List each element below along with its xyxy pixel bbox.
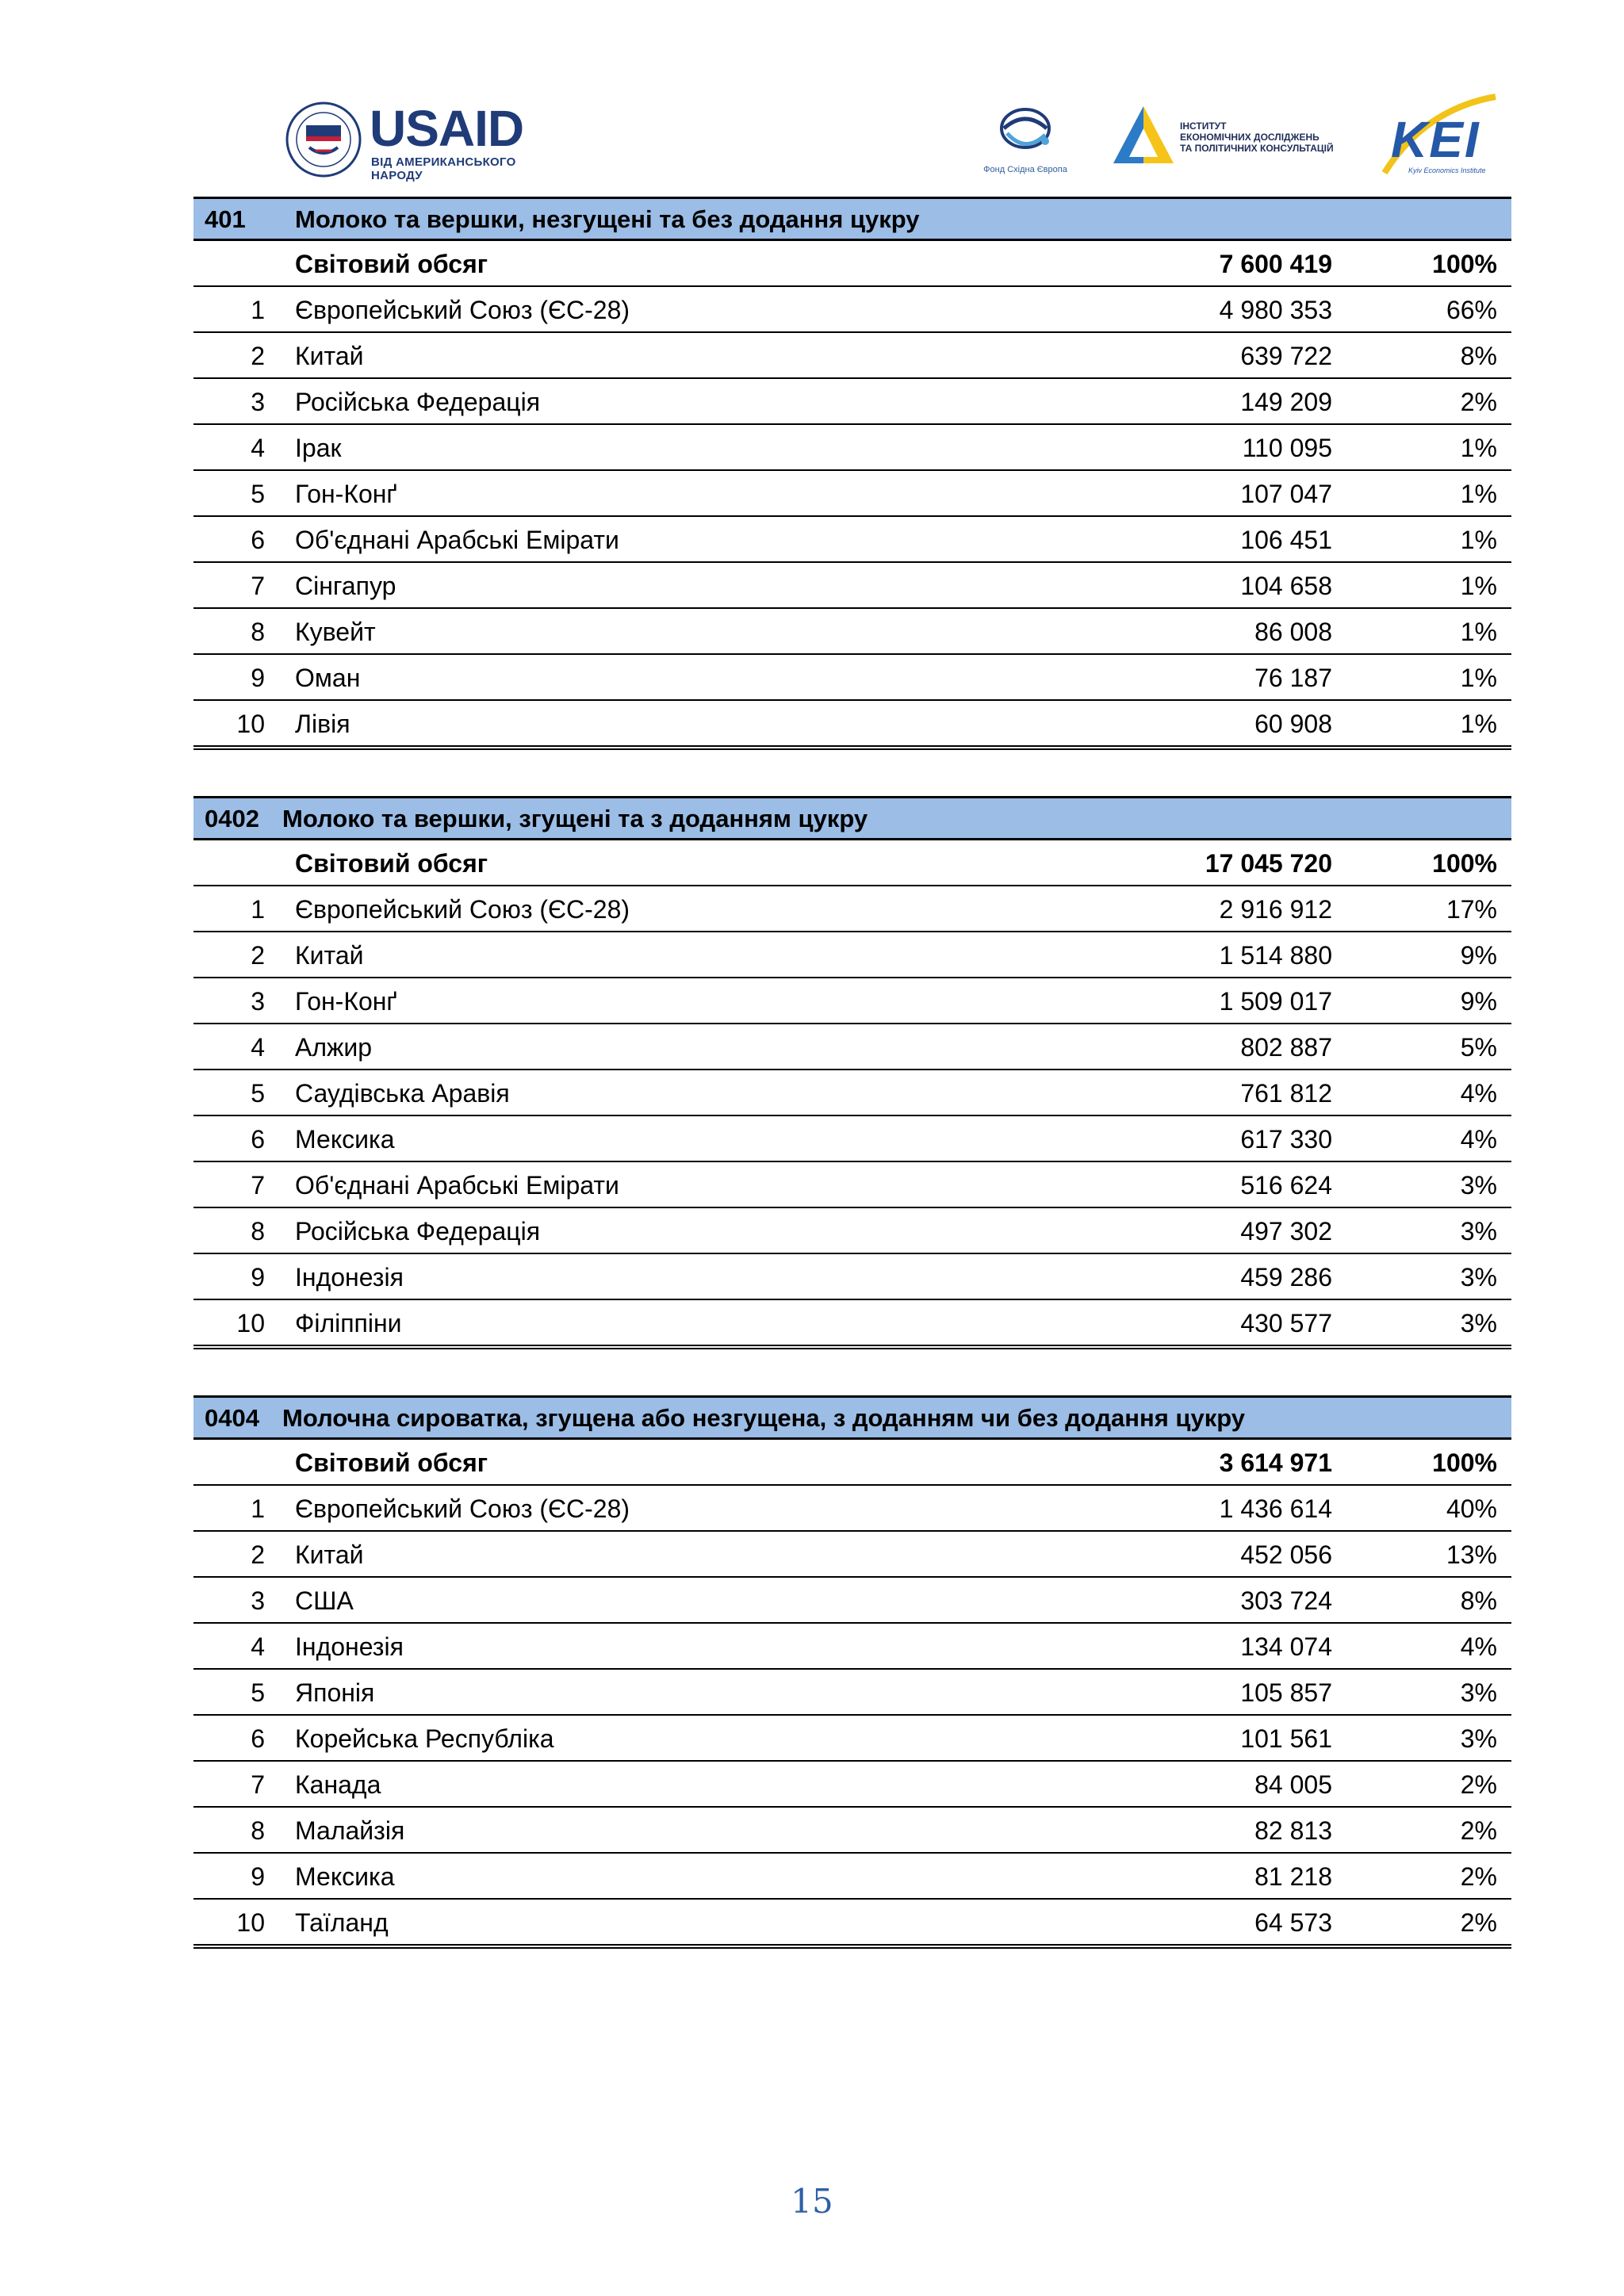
total-row	[193, 840, 1511, 886]
row-rank: 2	[251, 1540, 265, 1569]
row-country: Ірак	[295, 434, 342, 462]
total-row	[193, 241, 1511, 287]
table-row	[193, 1254, 1511, 1300]
row-share: 5%	[1460, 1033, 1497, 1062]
row-country: Малайзія	[295, 1816, 405, 1845]
row-rank: 5	[251, 480, 265, 508]
usaid-seal-icon	[285, 101, 362, 178]
table-row	[193, 471, 1511, 517]
row-value: 802 887	[1240, 1033, 1332, 1062]
ier-line-2: ЕКОНОМІЧНИХ ДОСЛІДЖЕНЬ	[1180, 132, 1320, 143]
table-row	[193, 287, 1511, 333]
row-value: 459 286	[1240, 1263, 1332, 1292]
total-value: 17 045 720	[1205, 849, 1332, 878]
row-country: Мексика	[295, 1862, 395, 1891]
table-row	[193, 1578, 1511, 1624]
table-header	[193, 1395, 1511, 1440]
row-value: 84 005	[1254, 1770, 1332, 1799]
table-row	[193, 1300, 1511, 1349]
row-value: 110 095	[1242, 434, 1332, 462]
row-rank: 10	[236, 1309, 265, 1337]
kei-logo	[1377, 94, 1519, 181]
row-value: 106 451	[1240, 526, 1332, 554]
table-row	[193, 1162, 1511, 1208]
row-country: Таїланд	[295, 1908, 389, 1937]
row-country: Лівія	[295, 710, 350, 738]
row-share: 2%	[1460, 1908, 1497, 1937]
row-share: 2%	[1460, 388, 1497, 416]
row-share: 2%	[1460, 1770, 1497, 1799]
total-share: 100%	[1432, 849, 1497, 878]
table-title: Молоко та вершки, незгущені та без додання цукру	[295, 205, 920, 233]
row-value: 105 857	[1240, 1678, 1332, 1707]
row-rank: 5	[251, 1678, 265, 1707]
ier-line-3: ТА ПОЛІТИЧНИХ КОНСУЛЬТАЦІЙ	[1180, 143, 1334, 154]
page-number: 15	[791, 2182, 833, 2221]
row-value: 101 561	[1240, 1724, 1332, 1753]
row-value: 617 330	[1240, 1125, 1332, 1154]
row-country: Європейський Союз (ЄС-28)	[295, 296, 630, 324]
row-share: 4%	[1460, 1125, 1497, 1154]
row-value: 4 980 353	[1219, 296, 1332, 324]
row-value: 82 813	[1254, 1816, 1332, 1845]
row-rank: 9	[251, 1263, 265, 1292]
row-share: 1%	[1460, 480, 1497, 508]
row-share: 1%	[1460, 664, 1497, 692]
row-share: 4%	[1460, 1079, 1497, 1108]
row-country: Російська Федерація	[295, 1217, 541, 1246]
table-row	[193, 609, 1511, 655]
row-country: Об'єднані Арабські Емірати	[295, 526, 619, 554]
row-value: 303 724	[1240, 1586, 1332, 1615]
row-rank: 7	[251, 1171, 265, 1200]
row-rank: 6	[251, 1125, 265, 1154]
row-country: Китай	[295, 342, 364, 370]
table-row	[193, 1208, 1511, 1254]
row-value: 452 056	[1240, 1540, 1332, 1569]
row-rank: 8	[251, 1217, 265, 1246]
row-rank: 6	[251, 1724, 265, 1753]
table-row	[193, 1808, 1511, 1854]
table-row	[193, 1024, 1511, 1070]
row-country: Гон-Конґ	[295, 987, 397, 1016]
row-value: 104 658	[1240, 572, 1332, 600]
row-country: Індонезія	[295, 1263, 404, 1292]
row-value: 639 722	[1240, 342, 1332, 370]
table-row	[193, 563, 1511, 609]
table-row	[193, 1624, 1511, 1670]
table-row	[193, 1854, 1511, 1900]
row-country: Корейська Республіка	[295, 1724, 554, 1753]
table-row	[193, 655, 1511, 701]
row-value: 1 514 880	[1219, 941, 1332, 970]
hs-code: 0402	[205, 805, 259, 832]
table-row	[193, 517, 1511, 563]
ier-line-1: ІНСТИТУТ	[1180, 121, 1227, 132]
row-share: 13%	[1446, 1540, 1497, 1569]
east-europe-fund-icon	[982, 101, 1069, 165]
table-row	[193, 1070, 1511, 1116]
table-row	[193, 1116, 1511, 1162]
row-share: 4%	[1460, 1632, 1497, 1661]
row-share: 17%	[1446, 895, 1497, 924]
table-row	[193, 379, 1511, 425]
usaid-wordmark: USAID	[370, 100, 524, 157]
row-value: 761 812	[1240, 1079, 1332, 1108]
row-rank: 3	[251, 1586, 265, 1615]
row-rank: 8	[251, 1816, 265, 1845]
row-share: 1%	[1460, 710, 1497, 738]
table-row	[193, 1670, 1511, 1716]
row-country: Оман	[295, 664, 361, 692]
row-share: 8%	[1460, 1586, 1497, 1615]
hs-code: 401	[205, 205, 246, 233]
kei-wordmark: KEI	[1391, 111, 1480, 168]
row-share: 3%	[1460, 1263, 1497, 1292]
row-rank: 4	[251, 434, 265, 462]
row-share: 9%	[1460, 941, 1497, 970]
row-rank: 2	[251, 342, 265, 370]
table-row	[193, 886, 1511, 932]
table-row	[193, 425, 1511, 471]
table-row	[193, 333, 1511, 379]
row-country: Європейський Союз (ЄС-28)	[295, 1494, 630, 1523]
row-country: Китай	[295, 1540, 364, 1569]
kei-tagline: Kyiv Economics Institute	[1408, 166, 1486, 174]
row-rank: 3	[251, 388, 265, 416]
row-share: 1%	[1460, 526, 1497, 554]
trade-table-0402	[193, 796, 1511, 1349]
row-country: Індонезія	[295, 1632, 404, 1661]
row-rank: 9	[251, 664, 265, 692]
table-row	[193, 701, 1511, 750]
row-country: США	[295, 1586, 354, 1615]
row-value: 107 047	[1240, 480, 1332, 508]
row-rank: 1	[251, 1494, 265, 1523]
row-country: Саудівська Аравія	[295, 1079, 510, 1108]
hs-code: 0404	[205, 1404, 259, 1432]
row-share: 2%	[1460, 1816, 1497, 1845]
row-value: 2 916 912	[1219, 895, 1332, 924]
row-rank: 3	[251, 987, 265, 1016]
row-country: Мексика	[295, 1125, 395, 1154]
row-share: 1%	[1460, 618, 1497, 646]
table-header	[193, 796, 1511, 840]
row-rank: 1	[251, 296, 265, 324]
total-label: Світовий обсяг	[295, 1448, 488, 1477]
row-value: 76 187	[1254, 664, 1332, 692]
row-value: 1 436 614	[1219, 1494, 1332, 1523]
row-country: Філіппіни	[295, 1309, 402, 1337]
ier-triangle-icon	[1112, 105, 1175, 165]
trade-table-0404	[193, 1395, 1511, 1949]
row-share: 3%	[1460, 1171, 1497, 1200]
row-value: 64 573	[1254, 1908, 1332, 1937]
row-country: Китай	[295, 941, 364, 970]
table-row	[193, 1762, 1511, 1808]
total-value: 3 614 971	[1219, 1448, 1332, 1477]
row-value: 86 008	[1254, 618, 1332, 646]
row-value: 516 624	[1240, 1171, 1332, 1200]
table-row	[193, 932, 1511, 978]
total-share: 100%	[1432, 1448, 1497, 1477]
ier-logo	[1112, 105, 1350, 168]
ier-name	[1180, 121, 1334, 154]
table-row	[193, 1486, 1511, 1532]
row-share: 1%	[1460, 434, 1497, 462]
row-share: 1%	[1460, 572, 1497, 600]
table-row	[193, 1716, 1511, 1762]
table-row	[193, 1900, 1511, 1949]
table-row	[193, 978, 1511, 1024]
row-value: 134 074	[1240, 1632, 1332, 1661]
east-europe-fund-caption: Фонд Східна Європа	[983, 165, 1067, 174]
row-value: 497 302	[1240, 1217, 1332, 1246]
row-country: Канада	[295, 1770, 381, 1799]
row-country: Європейський Союз (ЄС-28)	[295, 895, 630, 924]
row-country: Алжир	[295, 1033, 373, 1062]
total-value: 7 600 419	[1219, 250, 1332, 278]
row-share: 2%	[1460, 1862, 1497, 1891]
row-share: 9%	[1460, 987, 1497, 1016]
table-header	[193, 197, 1511, 241]
usaid-tagline: ВІД АМЕРИКАНСЬКОГО НАРОДУ	[371, 155, 516, 182]
table-row	[193, 1532, 1511, 1578]
row-share: 66%	[1446, 296, 1497, 324]
row-rank: 4	[251, 1632, 265, 1661]
row-value: 60 908	[1254, 710, 1332, 738]
row-rank: 6	[251, 526, 265, 554]
row-country: Гон-Конґ	[295, 480, 397, 508]
row-share: 40%	[1446, 1494, 1497, 1523]
row-share: 8%	[1460, 342, 1497, 370]
row-country: Японія	[295, 1678, 375, 1707]
row-share: 3%	[1460, 1309, 1497, 1337]
row-rank: 9	[251, 1862, 265, 1891]
row-share: 3%	[1460, 1217, 1497, 1246]
row-country: Російська Федерація	[295, 388, 541, 416]
row-value: 149 209	[1240, 388, 1332, 416]
row-rank: 4	[251, 1033, 265, 1062]
table-title: Молоко та вершки, згущені та з доданням цукру	[282, 805, 868, 832]
row-rank: 2	[251, 941, 265, 970]
row-value: 81 218	[1254, 1862, 1332, 1891]
total-label: Світовий обсяг	[295, 250, 488, 278]
row-rank: 7	[251, 1770, 265, 1799]
row-rank: 5	[251, 1079, 265, 1108]
total-label: Світовий обсяг	[295, 849, 488, 878]
row-rank: 7	[251, 572, 265, 600]
total-share: 100%	[1432, 250, 1497, 278]
row-value: 1 509 017	[1219, 987, 1332, 1016]
usaid-logo	[285, 100, 547, 182]
row-share: 3%	[1460, 1724, 1497, 1753]
row-rank: 10	[236, 1908, 265, 1937]
row-country: Сінгапур	[295, 572, 396, 600]
row-rank: 10	[236, 710, 265, 738]
row-value: 430 577	[1240, 1309, 1332, 1337]
row-country: Об'єднані Арабські Емірати	[295, 1171, 619, 1200]
table-title: Молочна сироватка, згущена або незгущена, з доданням чи без додання цукру	[282, 1404, 1245, 1432]
row-share: 3%	[1460, 1678, 1497, 1707]
trade-table-401	[193, 197, 1511, 750]
row-country: Кувейт	[295, 618, 376, 646]
row-rank: 8	[251, 618, 265, 646]
total-row	[193, 1440, 1511, 1486]
row-rank: 1	[251, 895, 265, 924]
east-europe-fund-logo	[982, 101, 1069, 181]
